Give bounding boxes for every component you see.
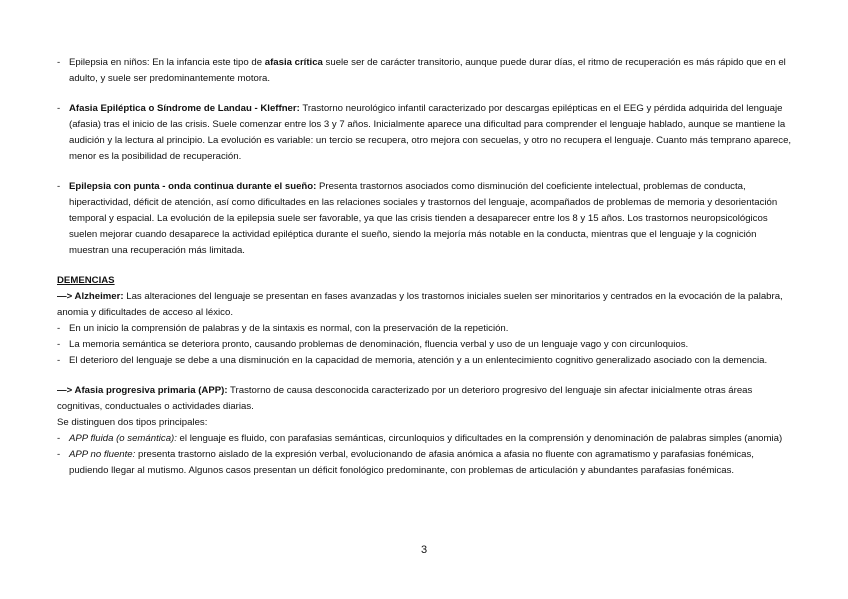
page-number: 3 [420, 544, 428, 556]
paragraph-app: —> Afasia progresiva primaria (APP): Trastorno de causa desconocida caracterizado por un deterioro progresivo del lenguaje sin afectar inicialmente otras áreas cognitivas, conductuales o actividades diarias. [57, 385, 753, 412]
document-body [57, 55, 794, 479]
list-item: - El deterioro del lenguaje se debe a una disminución en la capacidad de memoria, atención y a un enlentecimiento cognitivo generalizado asociado con la demencia. [57, 355, 768, 366]
list-item: - La memoria semántica se deteriora pronto, causando problemas de denominación, fluencia verbal y uso de un lenguaje vago y con circunloquios. [57, 339, 689, 350]
term-punta-onda: Epilepsia con punta - onda continua durante el sueño: [69, 181, 317, 192]
term-app: Afasia progresiva primaria (APP): [74, 385, 228, 396]
list-item: - APP no fluente: presenta trastorno aislado de la expresión verbal, evolucionando de afasia anómica a afasia no fluente con agramatismo y parafasias fonémicas, pudiendo llegar al mutismo. Algunos casos presentan un déficit fonológico predominante, con problemas de articulación y abundantes parafasias fonémicas. [57, 449, 754, 476]
bullet-dash: - [57, 181, 61, 192]
list-item: - APP fluida (o semántica): el lenguaje es fluido, con parafasias semánticas, circunloquios y dificultades en la comprensión y denominación de palabras simples (anomia) [57, 433, 783, 444]
paragraph-alzheimer: —> Alzheimer: Las alteraciones del lenguaje se presentan en fases avanzadas y los trastornos iniciales suelen ser minoritarios y centrados en la evocación de la palabra, anomia y dificultades de acceso al léxico. [57, 291, 783, 318]
term-app-no-fluente: APP no fluente: [69, 449, 136, 460]
term-landau-kleffner: Afasia Epiléptica o Síndrome de Landau - Kleffner: [69, 103, 300, 114]
bullet-dash: - [57, 57, 61, 68]
list-item: - En un inicio la comprensión de palabras y de la sintaxis es normal, con la preservación de la repetición. [57, 323, 509, 334]
term-app-fluida: APP fluida (o semántica): [69, 433, 177, 444]
bullet-punta-onda: - Epilepsia con punta - onda continua durante el sueño: Presenta trastornos asociados como disminución del coeficiente intelectual, problemas de conducta, hiperactividad, déficit de atención, así como dificultades en las relaciones sociales y trastornos del lenguaje, acompañados de problemas de memoria y desorientación temporal y espacial. La evolución de la epilepsia suele ser favorable, ya que las crisis tienden a desaparecer entre los 8 y 15 años. Los trastornos neuropsicológicos suelen mejorar cuando desaparece la actividad epiléptica durante el sueño, siendo la mejoría más notable en la conducta, mientras que el lenguaje y la cognición muestran una recuperación más limitada. [57, 181, 778, 256]
bullet-epilepsia-ninos: - Epilepsia en niños: En la infancia este tipo de afasia crítica suele ser de carácter transitorio, aunque puede durar días, el ritmo de recuperación es más rápido que en el adulto, y suele ser predominantemente motora. [57, 57, 786, 84]
bullet-landau-kleffner: - Afasia Epiléptica o Síndrome de Landau - Kleffner: Trastorno neurológico infantil caracterizado por descargas epilépticas en el EEG y pérdida adquirida del lenguaje (afasia) tras el inicio de las crisis. Suele comenzar entre los 3 y 7 años. Inicialmente aparece una dificultad para comprender el lenguaje hablado, aunque se mantiene la audición y la lectura al principio. La evolución es variable: un tercio se recupera, otro mejora con secuelas, y otro no recupera el lenguaje. Cuanto más temprano aparece, menor es la posibilidad de recuperación. [57, 103, 792, 162]
section-heading-demencias: DEMENCIAS [57, 275, 115, 286]
bullet-dash: - [57, 103, 61, 114]
app-intro: Se distinguen dos tipos principales: [57, 417, 208, 428]
term-afasia-critica: afasia crítica [264, 57, 323, 68]
term-alzheimer: Alzheimer: [74, 291, 124, 302]
